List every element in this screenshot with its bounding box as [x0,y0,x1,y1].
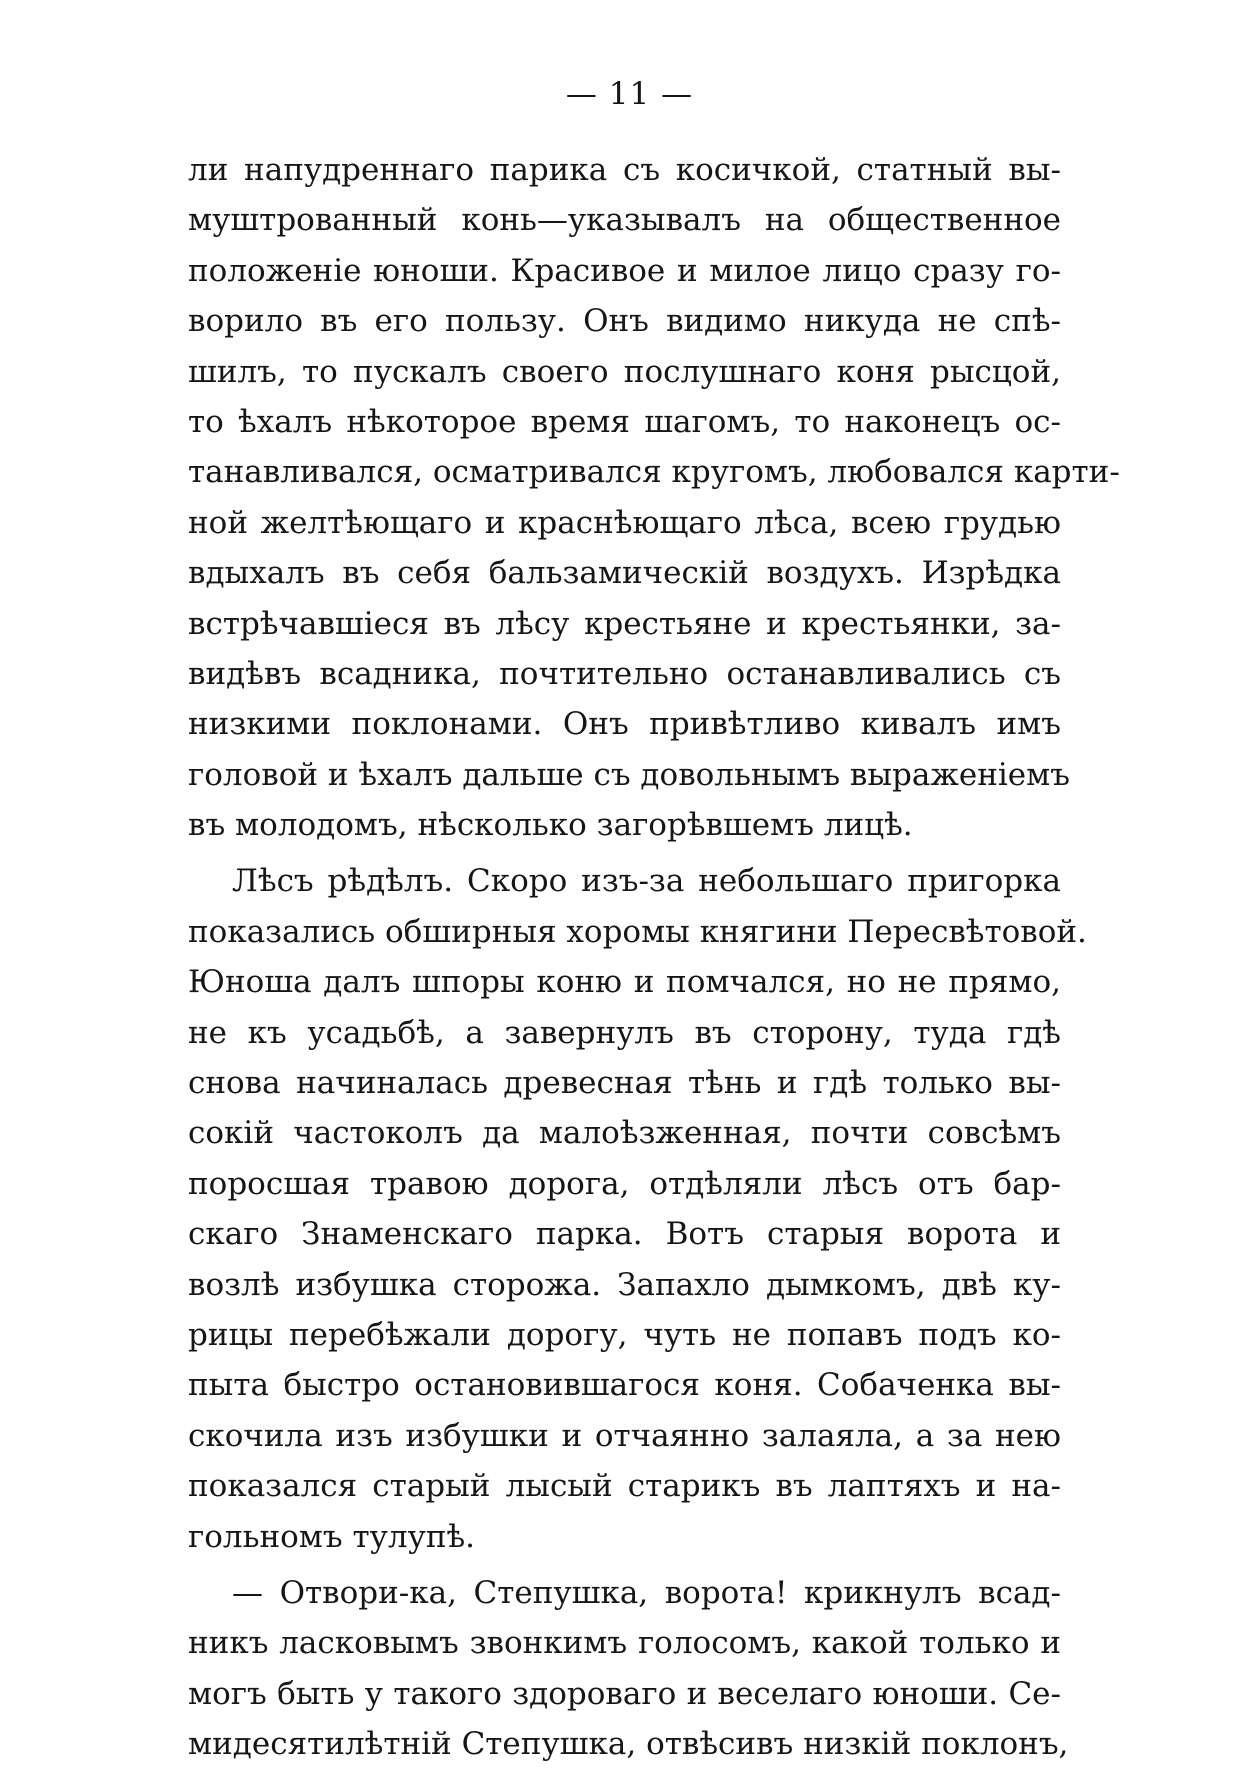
text-line: возлѣ избушка сторожа. Запахло дымкомъ, двѣ ку- [188,1266,1061,1303]
text-line: сокiй частоколъ да малоѣзженная, почти совсѣмъ [188,1115,1061,1152]
text-line: головой и ѣхалъ дальше съ довольнымъ выраженiемъ [188,756,1070,793]
text-line: ли напудреннаго парика съ косичкой, статный вы- [188,152,1061,188]
text-line: вдыхалъ въ себя бальзамическiй воздухъ. Изрѣдка [188,555,1061,592]
body-text [188,145,1120,1770]
text-line: ной желтѣющаго и краснѣющаго лѣса, всею грудью [188,504,1061,541]
text-line: пыта быстро остановившагося коня. Собаченка вы- [188,1367,1061,1404]
text-line: гольномъ тулупѣ. [188,1518,476,1555]
text-line: положенiе юноши. Красивое и милое лицо сразу го- [188,252,1061,289]
text-line: показались обширныя хоромы княгини Пересвѣтовой. [188,913,1087,950]
text-line: танавливался, осматривался кругомъ, любовался карти- [188,454,1120,491]
text-line: поросшая травою дорога, отдѣляли лѣсъ отъ бар- [188,1165,1061,1202]
text-line: встрѣчавшiеся въ лѣсу крестьяне и крестьянки, за- [188,605,1061,642]
text-line: никъ ласковымъ звонкимъ голосомъ, какой только и [188,1625,1061,1662]
text-line: рицы перебѣжали дорогу, чуть не попавъ подъ ко- [188,1316,1061,1353]
text-line: то ѣхалъ нѣкоторое время шагомъ, то наконецъ ос- [188,403,1061,440]
text-line: — Отвори-ка, Степушка, ворота! крикнулъ всад- [232,1574,1061,1611]
text-line: скочила изъ избушки и отчаянно залаяла, а за нею [188,1417,1061,1454]
text-line: Лѣсъ рѣдѣлъ. Скоро изъ-за небольшаго пригорка [232,863,1061,900]
paragraph-3 [188,1568,1069,1770]
text-line: показался старый лысый старикъ въ лаптяхъ и на- [188,1468,1061,1505]
text-line: шилъ, то пускалъ своего послушнаго коня рысцой, [188,353,1061,390]
text-line: въ молодомъ, нѣсколько загорѣвшемъ лицѣ. [188,807,913,844]
text-line: могъ быть у такого здороваго и веселаго юноши. Се- [188,1675,1061,1712]
text-line: Юноша далъ шпоры коню и помчался, но не прямо, [188,964,1061,1001]
paragraph-1 [188,145,1120,850]
text-line: снова начиналась древесная тѣнь и гдѣ только вы- [188,1065,1061,1102]
text-line: низкими поклонами. Онъ привѣтливо кивалъ имъ [188,706,1061,743]
text-line: муштрованный конь—указывалъ на общественное [188,202,1061,239]
page-number: — 11 — [565,76,694,112]
text-line: видѣвъ всадника, почтительно останавливались съ [188,655,1061,692]
text-line: не къ усадьбѣ, а завернулъ въ сторону, туда гдѣ [188,1014,1061,1051]
text-line: мидесятилѣтнiй Степушка, отвѣсивъ низкiй поклонъ, [188,1726,1069,1763]
paragraph-2 [188,856,1087,1561]
text-line: скаго Знаменскаго парка. Вотъ старыя ворота и [188,1216,1061,1253]
text-line: ворило въ его пользу. Онъ видимо никуда не спѣ- [188,303,1061,340]
